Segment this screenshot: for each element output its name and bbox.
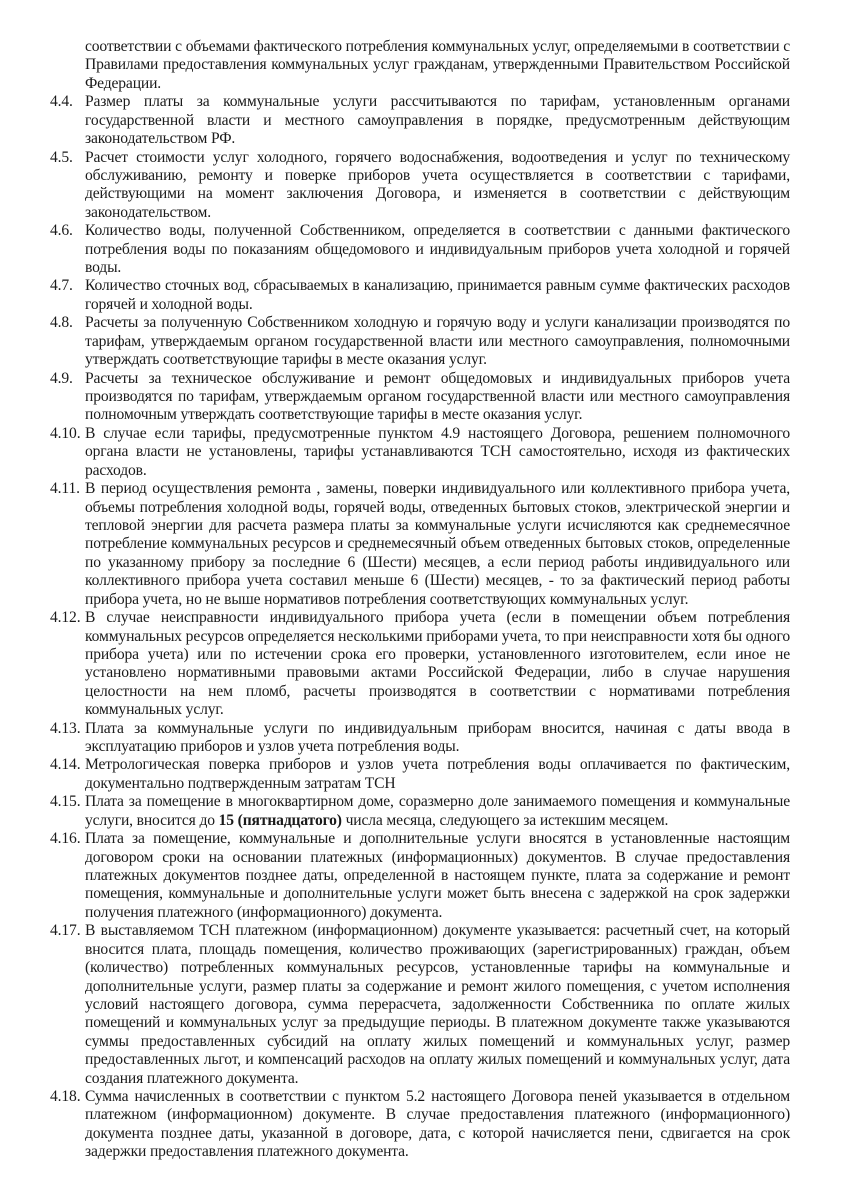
clause-4-7 — [50, 277, 790, 314]
clause-number: 4.4. — [50, 93, 73, 111]
clause-text: Расчет стоимости услуг холодного, горячего водоснабжения, водоотведения и услуг по техническому обслуживанию, ремонту и поверке приборов учета осуществляется в соответствии с тарифами, действующими на момент заключения Договора, и изменяется в соответствии с действующим законодательством. — [85, 148, 790, 221]
clause-text: В выставляемом ТСН платежном (информационном) документе указывается: расчетный счет, на который вносится плата, площадь помещения, количество проживающих (зарегистрированных) граждан, объем (количество) потребленных коммунальных ресурсов, установленные тарифы на коммунальные и дополнительные услуги, размер платы за содержание и ремонт жилого помещения, с учетом исполнения условий настоящего договора, сумма перерасчета, задолженности Собственника по оплате жилых помещений и коммунальных услуг за предыдущие периоды. В платежном документе также указываются суммы предоставленных субсидий на оплату жилых помещений и коммунальных услуг, размер предоставленных льгот, и компенсаций расходов на оплату жилых помещений и коммунальных услуг, дата создания платежного документа. — [85, 922, 790, 1087]
clause-number: 4.10. — [50, 424, 81, 442]
clause-text-before: Плата за помещение в многоквартирном доме, соразмерно доле занимаемого помещения и коммунальные услуги, вносится до — [85, 793, 790, 829]
clause-number: 4.7. — [50, 277, 73, 295]
clause-text: Плата за коммунальные услуги по индивидуальным приборам вносится, начиная с даты ввода в эксплуатацию приборов и узлов учета потребления воды. — [85, 719, 790, 756]
clause-number: 4.5. — [50, 148, 73, 166]
clause-4-18 — [50, 1088, 790, 1162]
clause-text: Плата за помещение, коммунальные и дополнительные услуги вносятся в установленные настоящим договором сроки на основании платежных (информационных) документов. В случае предоставления платежных документов позднее даты, определенной в настоящем пункте, плата за содержание и ремонт помещения, коммунальные и дополнительные услуги может быть внесена с задержкой на срок задержки получения платежного (информационного) документа. — [85, 830, 790, 921]
clause-4-14 — [50, 756, 790, 793]
clause-4-5 — [50, 149, 790, 223]
payment-deadline-day: 15 (пятнадцатого) — [218, 811, 342, 829]
clause-text: Расчеты за техническое обслуживание и ремонт общедомовых и индивидуальных приборов учета производятся по тарифам, утверждаемым органом государственной власти или местного самоуправления полномочным утверждать соответствующие тарифы в месте оказания услуг. — [85, 369, 790, 424]
clause-text: В случае неисправности индивидуального прибора учета (если в помещении объем потребления коммунальных ресурсов определяется несколькими приборами учета, то при неисправности хотя бы одного прибора учета) или по истечении срока его проверки, установленного изготовителем, если иное не установлено нормативными правовыми актами Российской Федерации, либо в случае нарушения целостности на нем пломб, расчеты производятся в соответствии с нормативами потребления коммунальных услуг. — [85, 609, 790, 719]
clause-4-10 — [50, 425, 790, 480]
clause-text: Количество сточных вод, сбрасываемых в канализацию, принимается равным сумме фактических расходов горячей и холодной воды. — [85, 277, 790, 313]
clause-number: 4.12. — [50, 609, 81, 627]
document-page — [50, 38, 790, 1162]
clause-number: 4.6. — [50, 222, 73, 240]
clause-number: 4.16. — [50, 830, 81, 848]
clause-text: Количество воды, полученной Собственником, определяется в соответствии с данными фактического потребления воды по показаниям общедомового и индивидуальным приборов учета холодной и горячей воды. — [85, 222, 790, 277]
clause-text: Сумма начисленных в соответствии с пунктом 5.2 настоящего Договора пеней указывается в отдельном платежном (информационном) документе. В случае предоставления платежного (информационного) документа позднее даты, указанной в договоре, дата, с которой начисляется пени, сдвигается на срок задержки предоставления платежного документа. — [85, 1088, 790, 1161]
clause-text: В период осуществления ремонта , замены, поверки индивидуального или коллективного прибора учета, объемы потребления холодной воды, горячей воды, отведенных бытовых стоков, электрической энергии и тепловой энергии для расчета размера платы за коммунальные услуги исчисляются как среднемесячное потребление коммунальных ресурсов и среднемесячный объем отведенных бытовых стоков, определенные по указанному прибору за последние 6 (Шести) месяцев, а если период работы индивидуального или коллективного прибора учета составил меньше 6 (Шести) месяцев, - то за фактический период работы прибора учета, но не выше нормативов потребления соответствующих коммунальных услуг. — [85, 480, 790, 608]
clause-4-12 — [50, 609, 790, 720]
clause-number: 4.13. — [50, 719, 81, 737]
clause-4-9 — [50, 370, 790, 425]
clause-number: 4.18. — [50, 1088, 81, 1106]
clause-number: 4.17. — [50, 922, 81, 940]
clause-4-4 — [50, 93, 790, 148]
continuation-paragraph: соответствии с объемами фактического потребления коммунальных услуг, определяемыми в соответствии с Правилами предоставления коммунальных услуг гражданам, утвержденными Правительством Российской Федерации. — [85, 38, 790, 92]
clause-text: В случае если тарифы, предусмотренные пунктом 4.9 настоящего Договора, решением полномочного органа власти не установлены, тарифы устанавливаются ТСН самостоятельно, исходя из фактических расходов. — [85, 424, 790, 479]
clause-number: 4.9. — [50, 369, 73, 387]
clause-text: Метрологическая поверка приборов и узлов учета потребления воды оплачивается по фактическим, документально подтвержденным затратам ТСН — [85, 756, 790, 792]
clause-number: 4.11. — [50, 480, 80, 498]
clause-text: Размер платы за коммунальные услуги рассчитываются по тарифам, установленным органами государственной власти и местного самоуправления в порядке, предусмотренным действующим законодательством РФ. — [85, 93, 790, 148]
clause-4-16 — [50, 830, 790, 922]
clause-number: 4.8. — [50, 314, 73, 332]
clause-4-13 — [50, 720, 790, 757]
clause-text-after: числа месяца, следующего за истекшим месяцем. — [341, 811, 669, 829]
clause-4-6 — [50, 222, 790, 277]
clause-4-11 — [50, 480, 790, 609]
clause-text — [85, 793, 790, 830]
clause-text: Расчеты за полученную Собственником холодную и горячую воду и услуги канализации производятся по тарифам, утверждаемым органом государственной власти или местного самоуправления, полномочными утверждать соответствующие тарифы в месте оказания услуг. — [85, 314, 790, 369]
clause-4-15 — [50, 793, 790, 830]
clause-number: 4.14. — [50, 756, 81, 774]
clause-4-17 — [50, 922, 790, 1088]
clause-number: 4.15. — [50, 793, 81, 811]
clause-4-8 — [50, 314, 790, 369]
